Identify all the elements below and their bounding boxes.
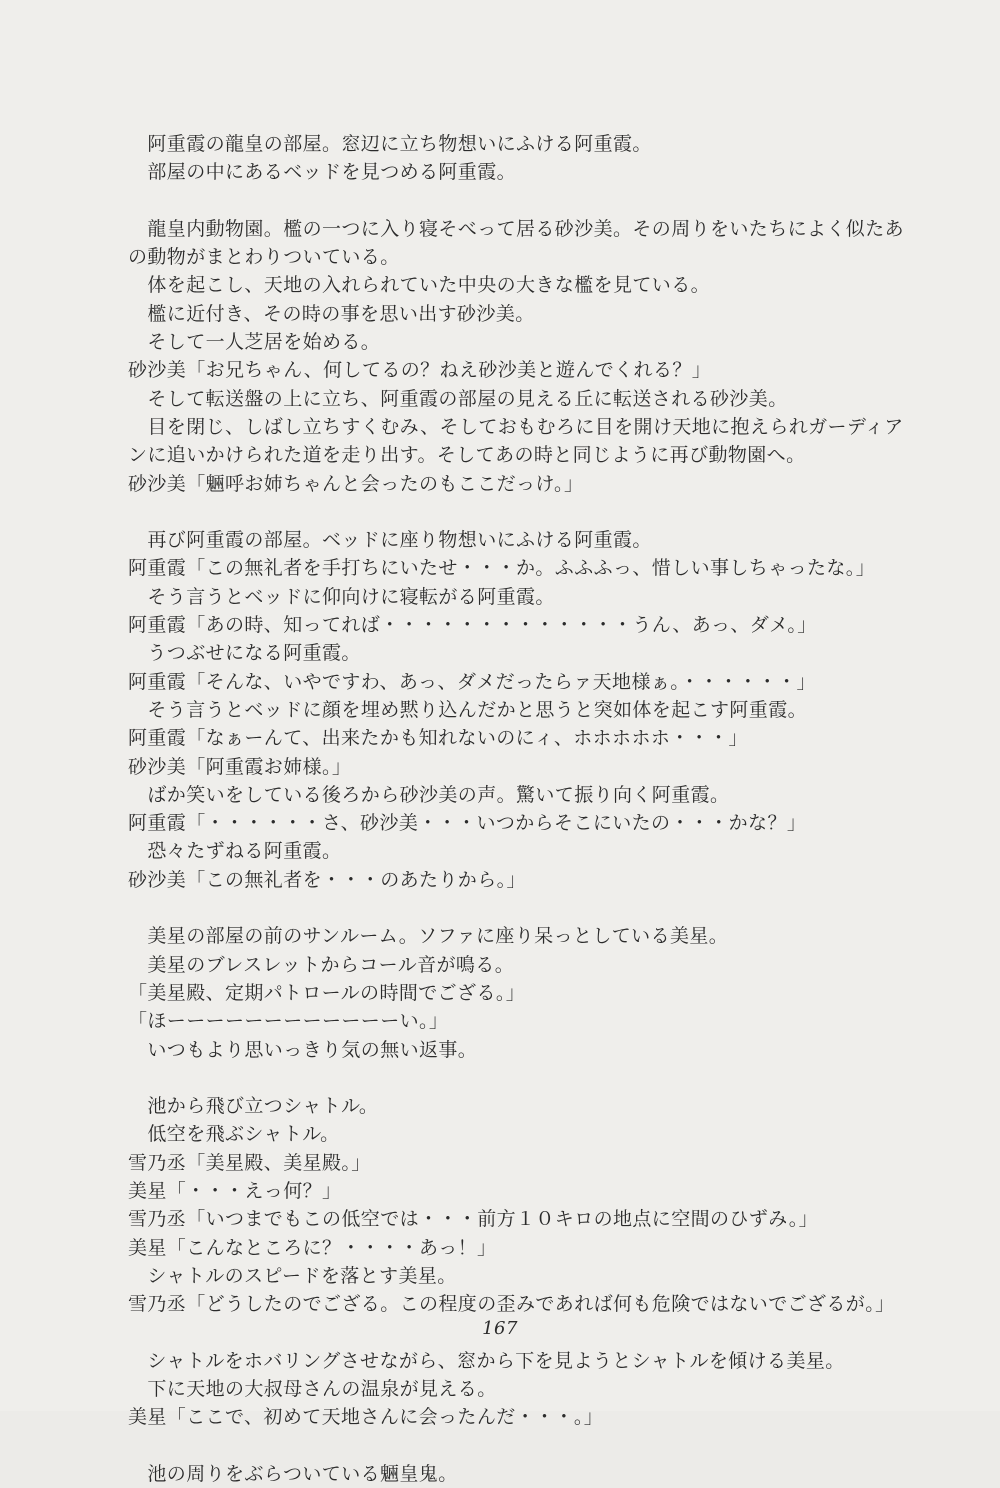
text-line: 美星「・・・えっ何？」: [128, 1179, 342, 1202]
text-line: 雪乃丞「どうしたのでござる。この程度の歪みであれば何も危険ではないでござるが。」: [128, 1293, 895, 1316]
text-line: 池から飛び立つシャトル。: [128, 1095, 379, 1118]
text-line: いつもより思いっきり気の無い返事。: [128, 1038, 478, 1061]
text-line: 目を閉じ、しばし立ちすくむみ、そしておもむろに目を開け天地に抱えられガーディア: [128, 415, 904, 438]
text-line: 美星「ここで、初めて天地さんに会ったんだ・・・。」: [128, 1406, 604, 1429]
blank-line: [128, 187, 948, 215]
text-line: 砂沙美「お兄ちゃん、何してるの？ねえ砂沙美と遊んでくれる？」: [128, 359, 712, 382]
text-line: ばか笑いをしている後ろから砂沙美の声。驚いて振り向く阿重霞。: [128, 783, 730, 806]
text-line: 美星の部屋の前のサンルーム。ソファに座り呆っとしている美星。: [128, 925, 729, 948]
text-line: そう言うとベッドに顔を埋め黙り込んだかと思うと突如体を起こす阿重霞。: [128, 698, 808, 721]
blank-line: [128, 1064, 948, 1092]
text-line: 恐々たずねる阿重霞。: [128, 840, 342, 863]
script-text-block: [128, 130, 948, 1488]
text-line: 低空を飛ぶシャトル。: [128, 1123, 340, 1146]
text-line: 部屋の中にあるベッドを見つめる阿重霞。: [128, 161, 517, 184]
text-line: 砂沙美「阿重霞お姉様。」: [128, 755, 352, 778]
text-line: 「ほーーーーーーーーーーーーい。」: [128, 1010, 449, 1033]
text-line: 雪乃丞「美星殿、美星殿。」: [128, 1151, 371, 1174]
blank-line: [128, 498, 948, 526]
blank-line: [128, 894, 948, 922]
text-line: 雪乃丞「いつまでもこの低空では・・・前方１０キロの地点に空間のひずみ。」: [128, 1208, 819, 1231]
text-line: 体を起こし、天地の入れられていた中央の大きな檻を見ている。: [128, 274, 711, 297]
text-line: 「美星殿、定期パトロールの時間でござる。」: [128, 981, 526, 1004]
text-line: 美星「こんなところに？・・・・あっ！」: [128, 1236, 497, 1259]
text-line: 阿重霞「・・・・・・さ、砂沙美・・・いつからそこにいたの・・・かな？」: [128, 812, 807, 835]
text-line: 池の周りをぶらついている魎皇鬼。: [128, 1462, 458, 1485]
text-line: 阿重霞「あの時、知ってれば・・・・・・・・・・・・・うん、あっ、ダメ。」: [128, 614, 817, 637]
text-line: シャトルをホバリングさせながら、窓から下を見ようとシャトルを傾ける美星。: [128, 1349, 845, 1372]
text-line: 龍皇内動物園。檻の一つに入り寝そべって居る砂沙美。その周りをいたちによく似たあ: [128, 217, 905, 240]
text-line: 下に天地の大叔母さんの温泉が見える。: [128, 1378, 497, 1401]
text-line: 再び阿重霞の部屋。ベッドに座り物想いにふける阿重霞。: [128, 529, 652, 552]
text-line: そして転送盤の上に立ち、阿重霞の部屋の見える丘に転送される砂沙美。: [128, 387, 788, 410]
blank-line: [128, 1432, 948, 1460]
text-line: そして一人芝居を始める。: [128, 331, 381, 354]
text-line: そう言うとベッドに仰向けに寝転がる阿重霞。: [128, 585, 555, 608]
text-line: ンに追いかけられた道を走り出す。そしてあの時と同じように再び動物園へ。: [128, 444, 806, 467]
text-line: 阿重霞の龍皇の部屋。窓辺に立ち物想いにふける阿重霞。: [128, 133, 652, 155]
text-line: シャトルのスピードを落とす美星。: [128, 1264, 457, 1287]
page-number: 167: [482, 1318, 518, 1339]
text-line: 美星のブレスレットからコール音が鳴る。: [128, 953, 515, 976]
text-line: 檻に近付き、その時の事を思い出す砂沙美。: [128, 302, 535, 325]
text-line: 砂沙美「この無礼者を・・・のあたりから。」: [128, 868, 526, 891]
text-line: 阿重霞「なぁーんて、出来たかも知れないのにィ、ホホホホホ・・・」: [128, 727, 748, 750]
text-line: 阿重霞「そんな、いやですわ、あっ、ダメだったらァ天地様ぁ。・・・・・・」: [128, 670, 816, 693]
text-line: 砂沙美「魎呼お姉ちゃんと会ったのもここだっけ。」: [128, 472, 584, 495]
text-line: 阿重霞「この無礼者を手打ちにいたせ・・・か。ふふふっ、惜しい事しちゃったな。」: [128, 557, 876, 580]
text-line: の動物がまとわりついている。: [128, 246, 400, 269]
text-line: うつぶせになる阿重霞。: [128, 642, 361, 665]
